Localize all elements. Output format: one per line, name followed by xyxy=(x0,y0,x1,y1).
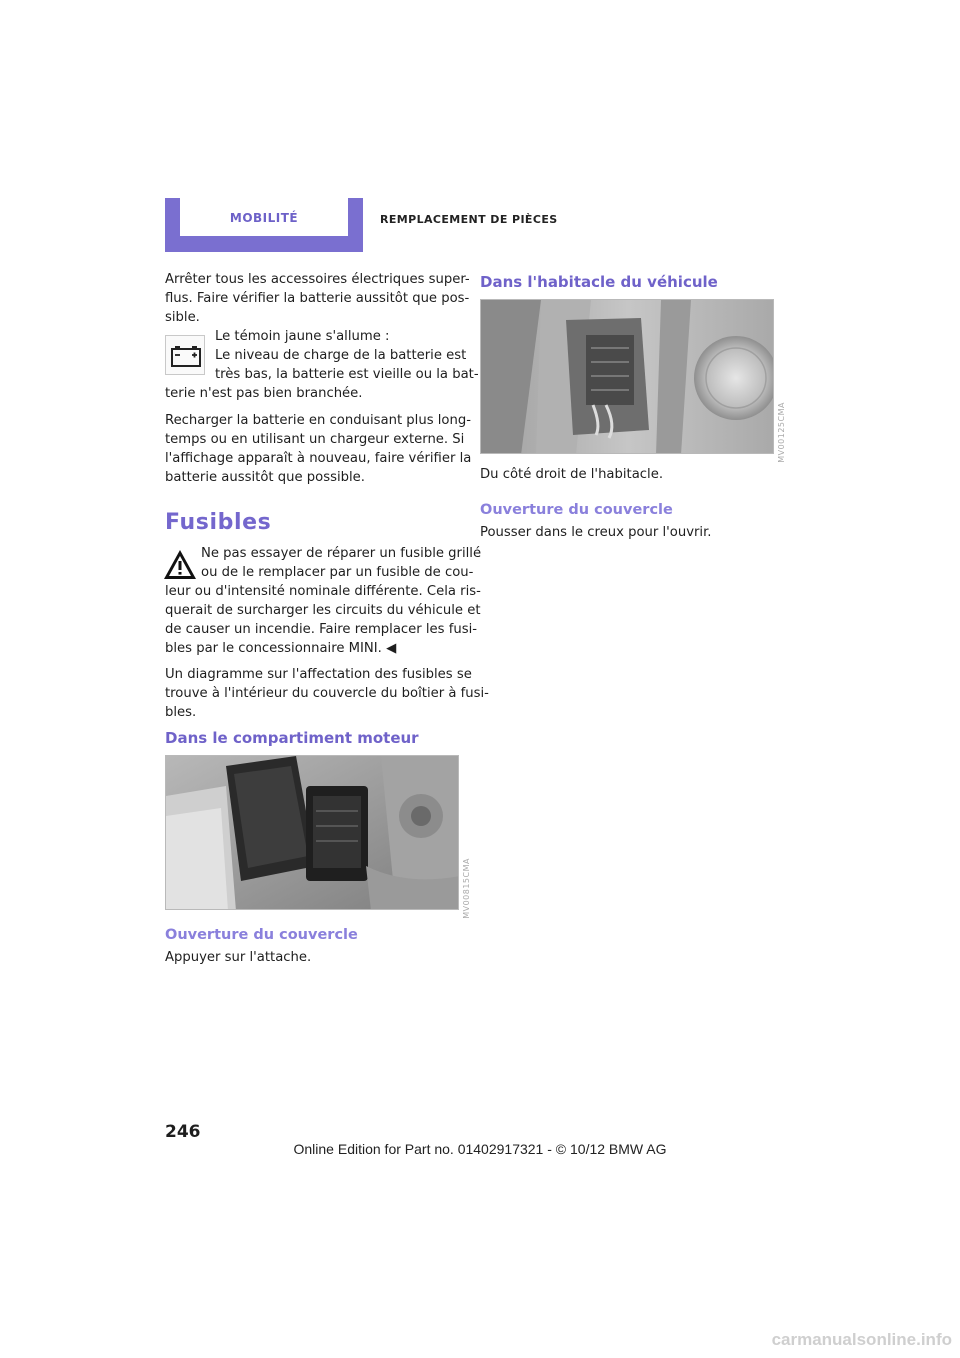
battery-note-line-3: très bas, la batterie est vieille ou la bat- xyxy=(215,367,479,382)
cabin-heading: Dans l'habitacle du véhicule xyxy=(480,273,718,291)
diagram-note-line-2: trouve à l'intérieur du couvercle du boîtier à fusi- xyxy=(165,686,489,701)
section-title: REMPLACEMENT DE PIÈCES xyxy=(380,213,558,226)
warning-line-6: bles par le concessionnaire MINI. ◀ xyxy=(165,641,397,656)
edition-footer: Online Edition for Part no. 01402917321 - © 10/12 BMW AG xyxy=(293,1141,667,1157)
recharge-line-2: temps ou en utilisant un chargeur externe. Si xyxy=(165,432,465,447)
cabin-photo-code: MV00125CMA xyxy=(777,402,786,463)
warning-line-2: ou de le remplacer par un fusible de cou- xyxy=(201,565,474,580)
battery-note-line-2: Le niveau de charge de la batterie est xyxy=(215,348,467,363)
cabin-caption: Du côté droit de l'habitacle. xyxy=(480,467,664,482)
fuses-heading: Fusibles xyxy=(165,510,272,535)
chapter-tab xyxy=(165,198,363,252)
warning-line-5: de causer un incendie. Faire remplacer les fusi- xyxy=(165,622,478,637)
watermark: carmanualsonline.info xyxy=(771,1330,952,1349)
page-number: 246 xyxy=(165,1122,201,1142)
diagram-note-line-3: bles. xyxy=(165,705,197,720)
battery-note-line-1: Le témoin jaune s'allume : xyxy=(215,329,390,344)
engine-photo-code: MV00815CMA xyxy=(462,858,471,919)
engine-heading: Dans le compartiment moteur xyxy=(165,729,419,747)
warning-line-4: querait de surcharger les circuits du véhicule et xyxy=(165,603,481,618)
cabin-cover-heading: Ouverture du couvercle xyxy=(480,502,673,518)
battery-warning-icon xyxy=(165,335,205,375)
cabin-fuse-box-photo xyxy=(480,299,774,454)
warning-triangle-icon xyxy=(162,547,198,583)
intro-line-2: flus. Faire vérifier la batterie aussitôt que pos- xyxy=(165,291,470,306)
recharge-line-3: l'affichage apparaît à nouveau, faire vérifier la xyxy=(165,451,472,466)
recharge-line-4: batterie aussitôt que possible. xyxy=(165,470,365,485)
warning-line-1: Ne pas essayer de réparer un fusible grillé xyxy=(201,546,482,561)
engine-cover-text: Appuyer sur l'attache. xyxy=(165,950,312,965)
warning-line-3: leur ou d'intensité nominale différente. Cela ris- xyxy=(165,584,481,599)
intro-line-3: sible. xyxy=(165,310,200,325)
engine-cover-heading: Ouverture du couvercle xyxy=(165,927,358,943)
engine-fuse-box-photo xyxy=(165,755,459,910)
chapter-tab-label: MOBILITÉ xyxy=(229,211,299,225)
cabin-cover-text: Pousser dans le creux pour l'ouvrir. xyxy=(480,525,712,540)
recharge-line-1: Recharger la batterie en conduisant plus long- xyxy=(165,413,471,428)
battery-note-line-4: terie n'est pas bien branchée. xyxy=(165,386,363,401)
chapter-tab-inner xyxy=(180,198,348,236)
diagram-note-line-1: Un diagramme sur l'affectation des fusibles se xyxy=(165,667,472,682)
intro-line-1: Arrêter tous les accessoires électriques super- xyxy=(165,272,470,287)
